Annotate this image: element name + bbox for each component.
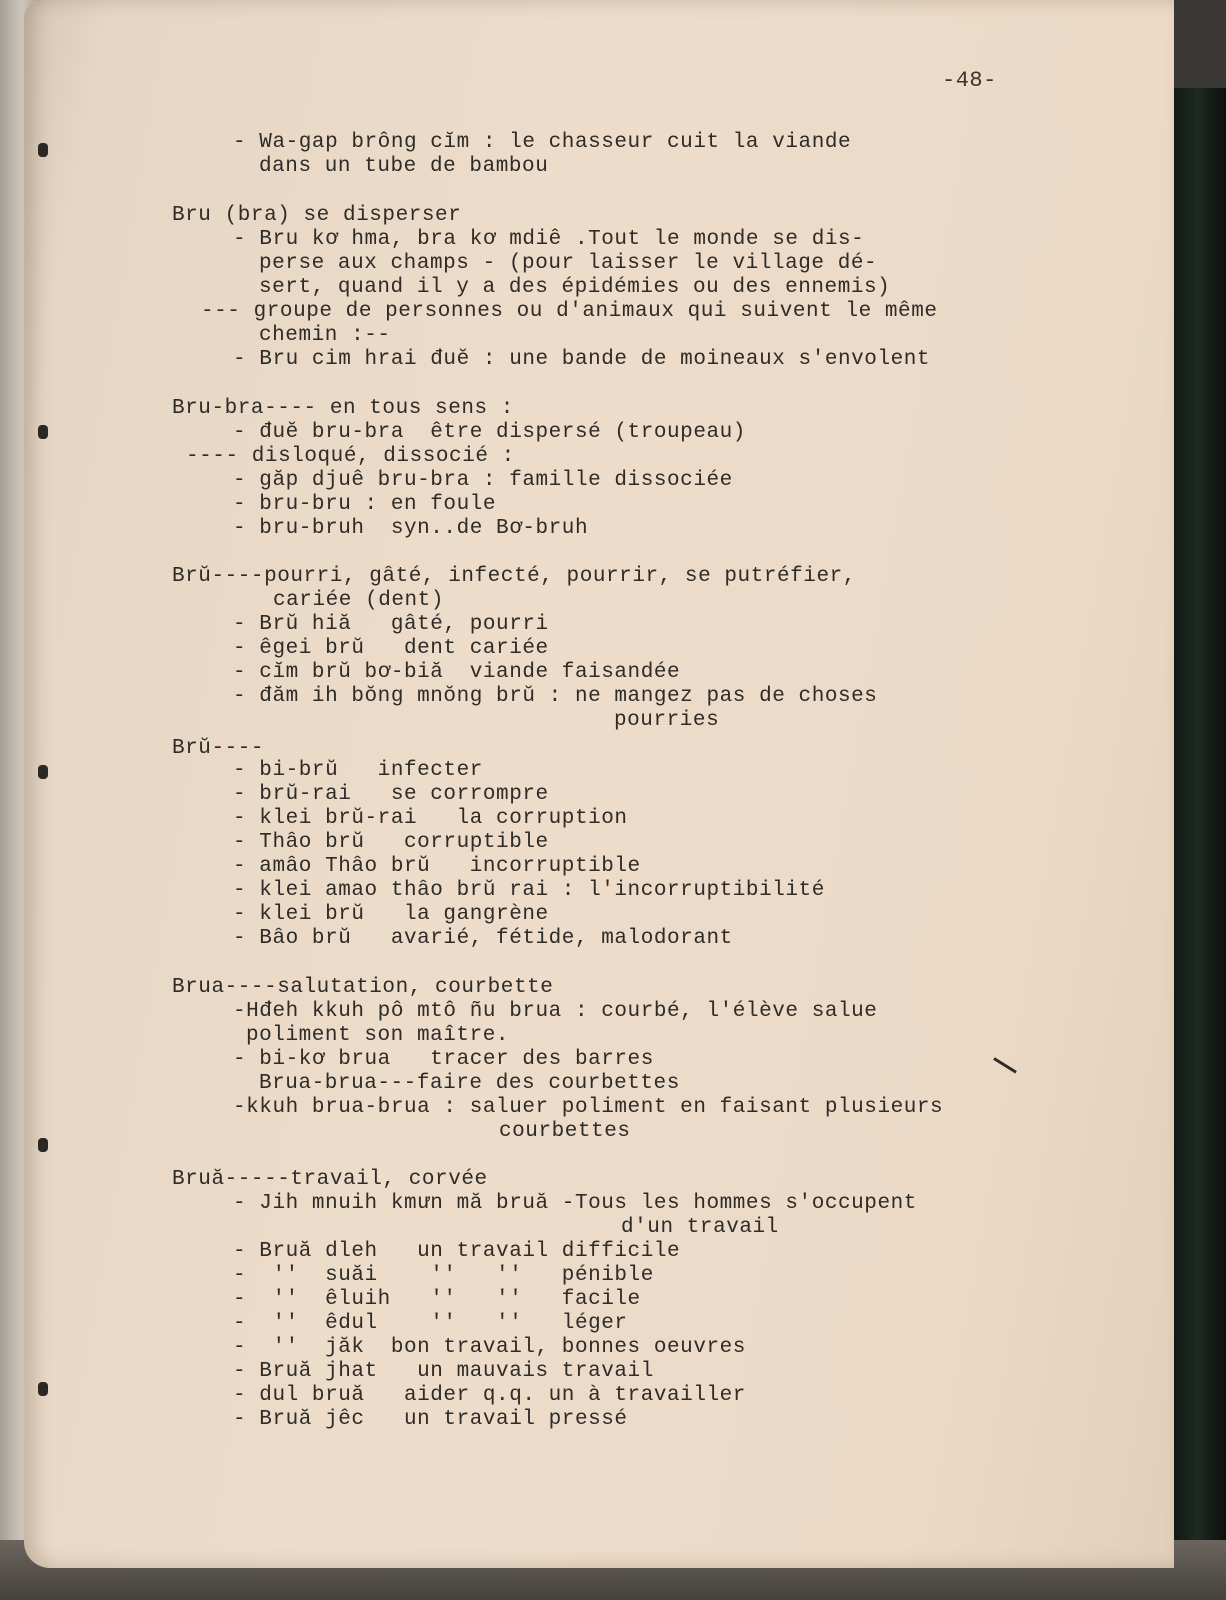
text-line: - êgei brŭ dent cariée <box>233 637 549 660</box>
text-line: - '' êluih '' '' facile <box>233 1288 641 1311</box>
text-line: Bru-bra---- en tous sens : <box>172 397 514 420</box>
text-line: -kkuh brua-brua : saluer poliment en faisant plusieurs <box>233 1096 944 1119</box>
text-line: - cĭm brŭ bơ-biă viande faisandée <box>233 661 681 684</box>
text-line: - klei amao thâo brŭ rai : l'incorruptibilité <box>233 879 825 902</box>
text-line: perse aux champs - (pour laisser le village dé- <box>259 252 878 275</box>
text-line: - Wa-gap brông cĭm : le chasseur cuit la viande <box>233 131 852 154</box>
text-line: - '' êdul '' '' léger <box>233 1312 628 1335</box>
text-line: - '' suăi '' '' pénible <box>233 1264 654 1287</box>
text-line: - Bru cim hrai đuĕ : une bande de moineaux s'envolent <box>233 348 931 371</box>
text-line: - đuĕ bru-bra être dispersé (troupeau) <box>233 421 746 444</box>
binding-hole-mark <box>38 425 48 439</box>
text-line: - amâo Thâo brŭ incorruptible <box>233 855 641 878</box>
text-line: Brua----salutation, courbette <box>172 976 554 999</box>
text-line: - Bâo brŭ avarié, fétide, malodorant <box>233 927 733 950</box>
text-line: - Bruă dleh un travail difficile <box>233 1240 681 1263</box>
text-line: cariée (dent) <box>273 589 444 612</box>
text-line: -Hđeh kkuh pô mtô ñu brua : courbé, l'élève salue <box>233 1000 878 1023</box>
text-line: - đăm ih bŏng mnŏng brŭ : ne mangez pas de choses <box>233 685 878 708</box>
text-line: Brua-brua---faire des courbettes <box>259 1072 680 1095</box>
text-line: courbettes <box>499 1120 631 1143</box>
text-line: - Brŭ hiă gâté, pourri <box>233 613 549 636</box>
text-line: dans un tube de bambou <box>259 155 549 178</box>
text-line: - bru-bruh syn..de Bơ-bruh <box>233 517 589 540</box>
binding-hole-mark <box>38 143 48 157</box>
text-line: - brŭ-rai se corrompre <box>233 783 549 806</box>
text-line: d'un travail <box>621 1216 779 1239</box>
text-line: - bru-bru : en foule <box>233 493 497 516</box>
text-line: - bi-kơ brua tracer des barres <box>233 1048 654 1071</box>
text-line: - Bruă jêc un travail pressé <box>233 1408 628 1431</box>
text-line: ---- disloqué, dissocié : <box>186 445 515 468</box>
text-line: - klei brŭ-rai la corruption <box>233 807 628 830</box>
text-line: chemin :-- <box>259 324 391 347</box>
binding-hole-mark <box>38 1382 48 1396</box>
text-line: - Bruă jhat un mauvais travail <box>233 1360 654 1383</box>
binding-hole-mark <box>38 1138 48 1152</box>
text-line: - Bru kơ hma, bra kơ mdiê .Tout le monde se dis- <box>233 228 865 251</box>
text-line: Bru (bra) se disperser <box>172 204 462 227</box>
text-line: - bi-brŭ infecter <box>233 759 483 782</box>
binding-hole-mark <box>38 765 48 779</box>
text-line: Bruă-----travail, corvée <box>172 1168 488 1191</box>
text-line: pourries <box>614 709 720 732</box>
text-line: --- groupe de personnes ou d'animaux qui suivent le même <box>201 300 938 323</box>
text-line: - găp djuê bru-bra : famille dissociée <box>233 469 733 492</box>
text-line: - dul bruă aider q.q. un à travailler <box>233 1384 746 1407</box>
text-line: - '' jăk bon travail, bonnes oeuvres <box>233 1336 746 1359</box>
text-line: sert, quand il y a des épidémies ou des ennemis) <box>259 276 891 299</box>
text-line: Brŭ----pourri, gâté, infecté, pourrir, se putréfier, <box>172 565 856 588</box>
text-line: poliment son maître. <box>246 1024 510 1047</box>
text-line: Brŭ---- <box>172 737 265 760</box>
text-line: - Thâo brŭ corruptible <box>233 831 549 854</box>
text-line: - klei brŭ la gangrène <box>233 903 549 926</box>
page-number: -48- <box>942 68 997 93</box>
text-line: - Jih mnuih kmưn mă bruă -Tous les hommes s'occupent <box>233 1192 917 1215</box>
